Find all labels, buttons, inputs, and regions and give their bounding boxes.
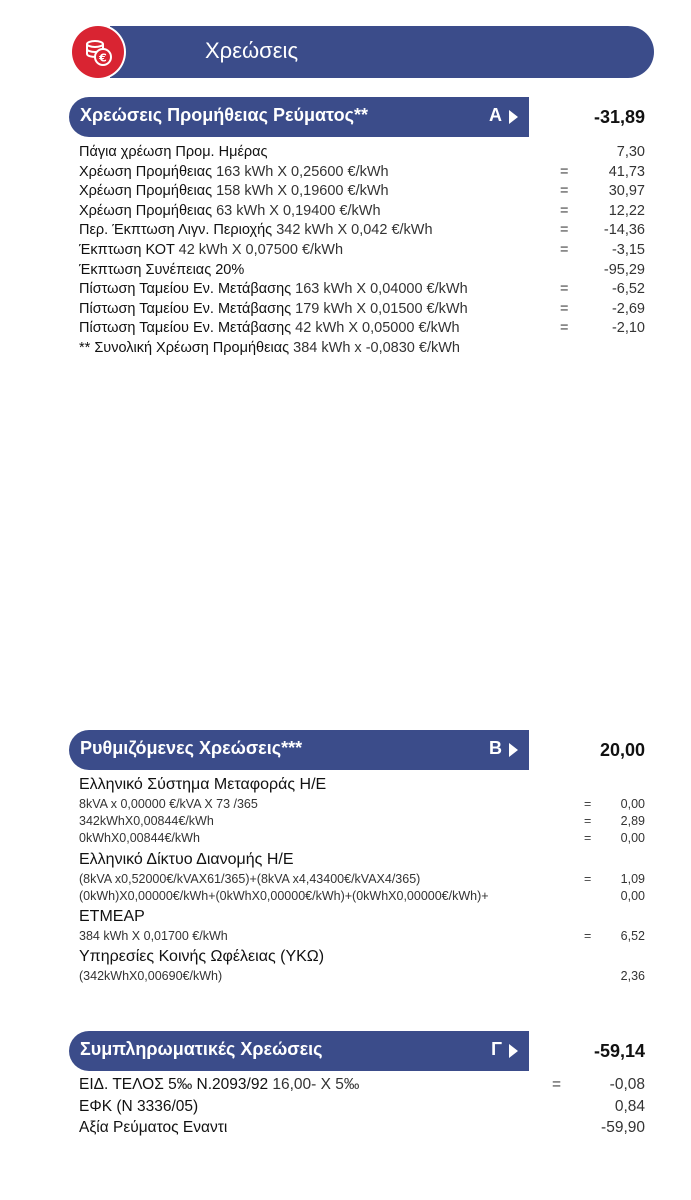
charge-row <box>79 1076 645 1096</box>
charge-label: (8kVA x0,52000€/kVAX61/365)+(8kVA x4,43400€/kVAX4/365) <box>79 871 421 886</box>
chevron-right-icon <box>509 743 518 757</box>
charge-name: Αξία Ρεύματος Εναντι <box>79 1119 228 1136</box>
charge-value: -0,08 <box>609 1076 645 1093</box>
charge-label <box>79 144 268 160</box>
charge-detail: 163 kWh X 0,25600 €/kWh <box>212 163 389 180</box>
equals-sign: = <box>584 797 592 811</box>
charge-label <box>79 1076 359 1094</box>
equals-sign: = <box>584 929 592 943</box>
charge-value: 41,73 <box>608 163 645 180</box>
charge-value: 0,84 <box>614 1097 645 1115</box>
charge-value: 0,00 <box>620 831 645 846</box>
group-title: Υπηρεσίες Κοινής Ωφέλειας (ΥΚΩ) <box>79 948 325 966</box>
charge-row <box>79 281 645 299</box>
charge-value: -3,15 <box>611 242 645 258</box>
charge-value: 0,00 <box>620 797 645 811</box>
section-a-header[interactable] <box>69 97 529 137</box>
charge-label <box>79 340 460 356</box>
charge-name: ** Συνολική Χρέωση Προμήθειας <box>79 340 290 356</box>
charge-detail: 163 kWh X 0,04000 €/kWh <box>291 281 468 298</box>
charge-name: Χρέωση Προμήθειας <box>79 163 213 180</box>
charge-label: 0kWhX0,00844€/kWh <box>79 831 200 846</box>
charge-label <box>79 1119 227 1137</box>
charge-value: 0,00 <box>620 888 645 903</box>
header-band <box>110 26 654 78</box>
section-a-title: Χρεώσεις Προμήθειας Ρεύματος** <box>80 105 368 125</box>
chevron-right-icon <box>509 110 518 124</box>
group-title: Ελληνικό Σύστημα Μεταφοράς Η/Ε <box>79 776 327 793</box>
page-title: Χρεώσεις <box>205 38 299 63</box>
charge-name: Έκπτωση ΚΟΤ <box>79 242 175 258</box>
charge-detail: 16,00- X 5‰ <box>268 1076 360 1093</box>
charge-row <box>79 183 645 201</box>
equals-sign: = <box>584 814 592 829</box>
charge-row <box>79 969 645 985</box>
charge-row <box>79 1119 645 1139</box>
equals-sign: = <box>560 320 569 337</box>
charge-row <box>79 164 645 182</box>
charge-value: -6,52 <box>611 281 645 298</box>
charge-label <box>79 222 433 238</box>
charge-label <box>79 164 389 180</box>
charge-value: -2,69 <box>611 300 645 317</box>
charge-row <box>79 831 645 847</box>
charge-row <box>79 889 645 905</box>
section-b-letter: Β <box>489 738 502 758</box>
equals-sign: = <box>584 831 592 846</box>
charge-name: Χρέωση Προμήθειας <box>79 183 213 200</box>
charge-detail: 42 kWh X 0,07500 €/kWh <box>174 242 344 258</box>
equals-sign: = <box>552 1076 562 1093</box>
charge-row <box>79 301 645 319</box>
svg-text:€: € <box>99 51 107 65</box>
charge-value: 1,09 <box>620 871 645 886</box>
equals-sign: = <box>560 163 569 180</box>
charge-value: -59,90 <box>601 1119 645 1136</box>
section-c-letter: Γ <box>491 1039 502 1059</box>
charge-value: 12,22 <box>608 202 645 219</box>
charge-row <box>79 340 645 358</box>
group-title: Ελληνικό Δίκτυο Διανομής Η/Ε <box>79 850 294 868</box>
charge-label <box>79 320 460 336</box>
charge-value: 30,97 <box>608 183 645 200</box>
charge-row <box>79 144 645 162</box>
charge-detail: 179 kWh X 0,01500 €/kWh <box>291 300 468 317</box>
charge-name: Χρέωση Προμήθειας <box>79 202 213 219</box>
charge-detail: 42 kWh X 0,05000 €/kWh <box>291 320 460 337</box>
charge-label: 342kWhX0,00844€/kWh <box>79 814 214 829</box>
charge-value: -95,29 <box>603 261 645 278</box>
section-a-letter: Α <box>489 105 502 125</box>
chevron-right-icon <box>509 1044 518 1058</box>
charge-name: Πάγια χρέωση Προμ. Ημέρας <box>79 144 268 160</box>
equals-sign: = <box>560 300 569 317</box>
charge-name: ΕΙΔ. ΤΕΛΟΣ 5‰ Ν.2093/92 <box>79 1076 269 1093</box>
equals-sign: = <box>584 871 592 886</box>
coins-euro-icon <box>81 35 115 69</box>
charge-label <box>79 1098 198 1116</box>
charge-name: Περ. Έκπτωση Λιγν. Περιοχής <box>79 222 273 239</box>
page-header <box>70 26 654 78</box>
charges-logo <box>70 24 126 80</box>
charge-row <box>79 222 645 240</box>
charge-label: (0kWh)X0,00000€/kWh+(0kWhX0,00000€/kWh)+(0kWhX0,00000€/kWh)+ <box>79 888 489 903</box>
charge-row <box>79 320 645 338</box>
charge-detail: 158 kWh X 0,19600 €/kWh <box>212 183 389 200</box>
charge-label <box>79 281 468 297</box>
charge-label: 8kVA x 0,00000 €/kVA X 73 /365 <box>79 797 258 811</box>
charge-name: Πίστωση Ταμείου Εν. Μετάβασης <box>79 281 292 298</box>
charge-row <box>79 872 645 888</box>
equals-sign: = <box>560 183 569 200</box>
charge-name: Πίστωση Ταμείου Εν. Μετάβασης <box>79 320 292 337</box>
equals-sign: = <box>560 281 569 298</box>
charge-row <box>79 262 645 280</box>
charge-value: -2,10 <box>611 320 645 337</box>
charge-name: Έκπτωση Συνέπειας 20% <box>79 261 245 278</box>
section-c-total: -59,14 <box>593 1041 645 1061</box>
equals-sign: = <box>560 202 569 219</box>
section-a-total: -31,89 <box>593 107 645 127</box>
equals-sign: = <box>560 242 569 258</box>
charge-detail: 384 kWh x -0,0830 €/kWh <box>289 340 460 356</box>
charge-detail: 63 kWh X 0,19400 €/kWh <box>212 202 381 219</box>
charge-detail: 342 kWh X 0,042 €/kWh <box>272 222 433 239</box>
section-c-title: Συμπληρωματικές Χρεώσεις <box>80 1039 323 1059</box>
charge-row <box>79 797 645 813</box>
charge-row <box>79 203 645 221</box>
charge-label <box>79 183 389 199</box>
charge-value: 2,89 <box>620 814 645 829</box>
section-b-header[interactable] <box>69 730 529 770</box>
section-b-total: 20,00 <box>599 740 645 760</box>
charge-label <box>79 262 244 278</box>
charge-value: 2,36 <box>620 969 645 984</box>
charge-name: ΕΦΚ (Ν 3336/05) <box>79 1097 199 1115</box>
charge-label: 384 kWh X 0,01700 €/kWh <box>79 929 228 943</box>
charge-row <box>79 929 645 945</box>
charge-label <box>79 301 468 317</box>
charge-label <box>79 203 381 219</box>
group-title: ΕΤΜΕΑΡ <box>79 908 145 925</box>
charge-row <box>79 814 645 830</box>
charge-label <box>79 242 343 258</box>
section-c-header[interactable] <box>69 1031 529 1071</box>
section-b-title: Ρυθμιζόμενες Χρεώσεις*** <box>80 738 303 758</box>
charge-value: 6,52 <box>620 929 645 943</box>
charge-value: 7,30 <box>616 144 645 160</box>
charge-label: (342kWhX0,00690€/kWh) <box>79 969 223 984</box>
equals-sign: = <box>560 222 569 239</box>
charge-value: -14,36 <box>603 222 645 239</box>
charge-row <box>79 242 645 260</box>
charge-row <box>79 1098 645 1118</box>
charge-name: Πίστωση Ταμείου Εν. Μετάβασης <box>79 300 292 317</box>
